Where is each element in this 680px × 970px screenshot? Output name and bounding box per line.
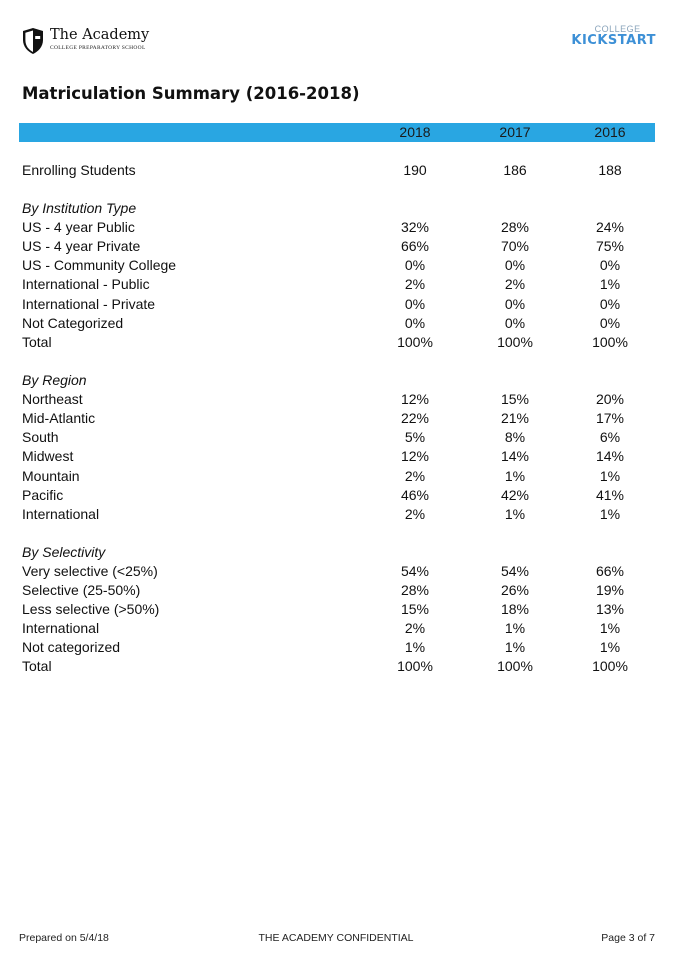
cell-2018: 2% <box>404 506 426 522</box>
row-label: International <box>22 620 100 636</box>
column-header-2018: 2018 <box>399 124 431 140</box>
table-row <box>0 218 680 237</box>
shield-icon <box>22 27 44 55</box>
section-heading: By Selectivity <box>22 544 106 560</box>
table-row <box>0 657 680 676</box>
row-label: Selective (25-50%) <box>22 582 141 598</box>
table-row <box>0 161 680 180</box>
page-header <box>0 0 680 70</box>
cell-2018: 22% <box>400 410 430 426</box>
table-row <box>0 467 680 486</box>
cell-2016: 100% <box>592 334 628 350</box>
cell-2016: 100% <box>592 658 628 674</box>
cell-2017: 1% <box>504 639 526 655</box>
table-row <box>0 314 680 333</box>
cell-2016: 24% <box>595 219 625 235</box>
row-label: International <box>22 506 100 522</box>
table-row <box>0 505 680 524</box>
college-kickstart-logo <box>571 25 656 48</box>
cell-2018: 15% <box>400 601 430 617</box>
cell-2018: 32% <box>400 219 430 235</box>
row-label: Mountain <box>22 468 80 484</box>
column-header-2017: 2017 <box>499 124 531 140</box>
cell-2018: 2% <box>404 468 426 484</box>
section-heading-row <box>0 199 680 218</box>
cell-2017: 0% <box>504 315 526 331</box>
cell-2016: 66% <box>595 563 625 579</box>
cell-2016: 13% <box>595 601 625 617</box>
cell-2017: 0% <box>504 296 526 312</box>
school-name: The Academy <box>50 27 150 43</box>
partner-logo-top: COLLEGE <box>594 24 641 34</box>
cell-2018: 2% <box>404 620 426 636</box>
cell-2016: 14% <box>595 448 625 464</box>
cell-2016: 1% <box>599 639 621 655</box>
cell-2017: 26% <box>500 582 530 598</box>
cell-2016: 20% <box>595 391 625 407</box>
cell-2018: 12% <box>400 391 430 407</box>
cell-2016: 188 <box>598 162 622 178</box>
cell-2017: 100% <box>497 658 533 674</box>
school-subtitle: COLLEGE PREPARATORY SCHOOL <box>50 45 146 51</box>
row-label: Midwest <box>22 448 74 464</box>
table-row <box>0 333 680 352</box>
partner-logo-main: KICKSTART <box>571 33 656 48</box>
cell-2018: 5% <box>404 429 426 445</box>
cell-2018: 100% <box>397 334 433 350</box>
row-label: Total <box>22 334 52 350</box>
row-label: Less selective (>50%) <box>22 601 160 617</box>
cell-2016: 19% <box>595 582 625 598</box>
page-number: Page 3 of 7 <box>601 932 655 944</box>
academy-logo <box>22 27 149 55</box>
cell-2018: 66% <box>400 238 430 254</box>
cell-2016: 6% <box>599 429 621 445</box>
row-label: Total <box>22 658 52 674</box>
cell-2018: 12% <box>400 448 430 464</box>
cell-2017: 14% <box>500 448 530 464</box>
row-label: US - Community College <box>22 257 177 273</box>
cell-2018: 190 <box>403 162 427 178</box>
cell-2016: 1% <box>599 276 621 292</box>
table-row <box>0 447 680 466</box>
table-row <box>0 390 680 409</box>
cell-2016: 1% <box>599 620 621 636</box>
cell-2017: 21% <box>500 410 530 426</box>
cell-2017: 1% <box>504 506 526 522</box>
section-heading-row <box>0 543 680 562</box>
cell-2017: 28% <box>500 219 530 235</box>
cell-2017: 0% <box>504 257 526 273</box>
cell-2016: 17% <box>595 410 625 426</box>
cell-2017: 1% <box>504 620 526 636</box>
cell-2017: 1% <box>504 468 526 484</box>
cell-2018: 100% <box>397 658 433 674</box>
cell-2017: 18% <box>500 601 530 617</box>
cell-2017: 2% <box>504 276 526 292</box>
cell-2018: 28% <box>400 582 430 598</box>
cell-2017: 8% <box>504 429 526 445</box>
cell-2016: 0% <box>599 296 621 312</box>
row-label: US - 4 year Public <box>22 219 135 235</box>
row-label: International - Private <box>22 296 156 312</box>
cell-2018: 54% <box>400 563 430 579</box>
table-row <box>0 409 680 428</box>
row-label: Mid-Atlantic <box>22 410 96 426</box>
cell-2017: 100% <box>497 334 533 350</box>
table-row <box>0 295 680 314</box>
cell-2017: 70% <box>500 238 530 254</box>
cell-2018: 0% <box>404 315 426 331</box>
table-row <box>0 256 680 275</box>
cell-2016: 0% <box>599 257 621 273</box>
table-row <box>0 562 680 581</box>
prepared-date: Prepared on 5/4/18 <box>19 932 109 944</box>
row-label: Not categorized <box>22 639 121 655</box>
row-label: Very selective (<25%) <box>22 563 158 579</box>
table-row <box>0 600 680 619</box>
confidential-notice: THE ACADEMY CONFIDENTIAL <box>258 932 414 944</box>
row-label: International - Public <box>22 276 150 292</box>
cell-2017: 54% <box>500 563 530 579</box>
cell-2016: 0% <box>599 315 621 331</box>
cell-2016: 1% <box>599 506 621 522</box>
column-header-2016: 2016 <box>594 124 626 140</box>
row-label: Northeast <box>22 391 83 407</box>
row-label: Not Categorized <box>22 315 124 331</box>
cell-2018: 1% <box>404 639 426 655</box>
section-heading-row <box>0 371 680 390</box>
cell-2017: 186 <box>503 162 527 178</box>
table-row <box>0 638 680 657</box>
table-row <box>0 619 680 638</box>
cell-2018: 2% <box>404 276 426 292</box>
table-row <box>0 581 680 600</box>
row-label: US - 4 year Private <box>22 238 141 254</box>
cell-2018: 0% <box>404 257 426 273</box>
row-label: Pacific <box>22 487 64 503</box>
row-label: Enrolling Students <box>22 162 136 178</box>
cell-2016: 41% <box>595 487 625 503</box>
section-heading: By Institution Type <box>22 200 137 216</box>
cell-2016: 1% <box>599 468 621 484</box>
table-row <box>0 237 680 256</box>
page-title: Matriculation Summary (2016-2018) <box>22 84 360 103</box>
section-heading: By Region <box>22 372 87 388</box>
cell-2017: 15% <box>500 391 530 407</box>
row-label: South <box>22 429 59 445</box>
cell-2017: 42% <box>500 487 530 503</box>
table-row <box>0 428 680 447</box>
cell-2018: 46% <box>400 487 430 503</box>
cell-2018: 0% <box>404 296 426 312</box>
table-row <box>0 275 680 294</box>
cell-2016: 75% <box>595 238 625 254</box>
table-row <box>0 486 680 505</box>
